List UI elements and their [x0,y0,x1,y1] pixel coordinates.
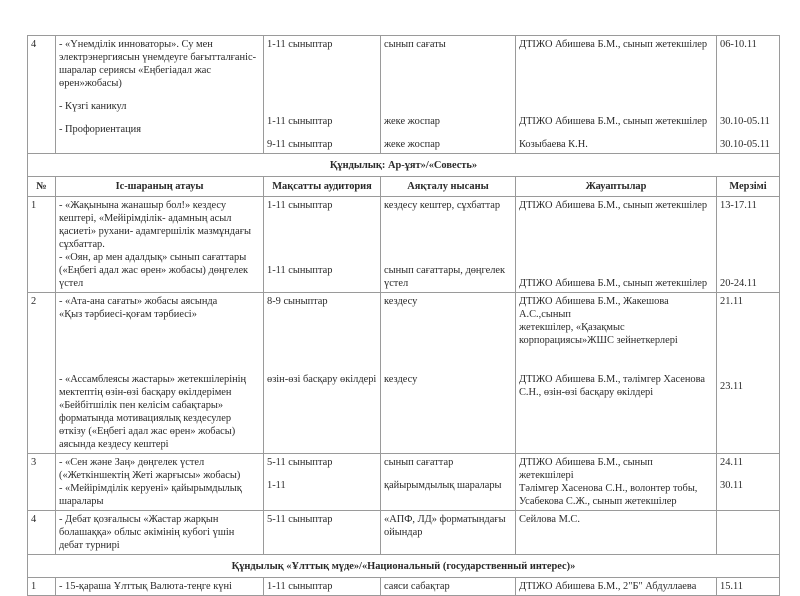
form-cell [381,511,516,555]
responsible-value: Козыбаева К.Н. [519,139,588,150]
table-row [28,197,780,293]
responsible-value: ДТІЖО Абишева Б.М., сынып жетекшілер [519,200,708,211]
date-value: 24.11 [720,457,743,468]
responsible-value: ДТІЖО Абишева Б.М., сынып [519,457,653,468]
section-row [28,555,780,578]
event-line: - «Оян, ар мен адалдық» сынып сағаттары [59,252,247,263]
form-value: сынып сағаты [384,39,446,50]
audience-value: 5-11 сыныптар [267,514,333,525]
date-cell [717,511,780,555]
responsible-value: ДТІЖО Абишева Б.М., сынып жетекшілер [519,116,708,127]
event-line: - Дебат қозғалысы «Жастар жарқын [59,514,219,525]
event-line: - Профориентация [59,124,141,135]
row-number: 3 [28,454,56,511]
header-row [28,177,780,197]
date-value: 30.11 [720,480,743,491]
audience-cell [264,511,381,555]
audience-value: 1-11 сыныптар [267,116,333,127]
header-number: № [28,177,56,197]
section-row [28,154,780,177]
form-cell [381,36,516,154]
section-title: Құндылық «Ұлттық мүде»/«Национальный (государственный интерес)» [28,555,780,578]
event-name-cell [56,511,264,555]
responsible-cell [516,293,717,454]
event-name-cell [56,197,264,293]
responsible-value: Сейлова М.С. [519,514,580,525]
header-audience: Мақсатты аудитория [264,177,381,197]
form-value: кездесу кештер, сұхбаттар [384,200,501,211]
header-responsible: Жауаптылар [516,177,717,197]
audience-cell [264,36,381,154]
audience-value: 1-11 сыныптар [267,200,333,211]
responsible-value: ДТІЖО Абишева Б.М., Жакешова А.С.,сынып [519,296,669,320]
header-form: Аяқталу нысаны [381,177,516,197]
responsible-cell [516,511,717,555]
form-value: сынып сағаттары, дөңгелек [384,265,506,276]
event-line: «Бейбітшілік пен келісім сабақтары» [59,400,224,411]
event-line: - «Жақынына жанашыр бол!» кездесу [59,200,227,211]
form-value: кездесу [384,374,418,385]
event-line: үстел [59,278,84,289]
form-value: жеке жоспар [384,139,441,150]
responsible-value: ДТІЖО Абишева Б.М., сынып жетекшілер [519,39,708,50]
responsible-value: жетекшілер, «Қазақмыс [519,322,625,333]
responsible-cell [516,36,717,154]
event-line: «Қыз тәрбиесі-қоғам тәрбиесі» [59,309,197,320]
date-value: 06-10.11 [720,39,757,50]
event-line: мектептің өзін-өзі басқару өкілдерімен [59,387,232,398]
audience-value: 1-11 сыныптар [267,265,333,276]
audience-cell [264,197,381,293]
table-row [28,511,780,555]
event-line: («Еңбегі адал жас өрен» жобасы) дөңгелек [59,265,249,276]
event-line: өрен»жобасы) [59,78,122,89]
date-value: 30.10-05.11 [720,139,770,150]
form-value: «АПФ, ЛД» форматындағы [384,514,506,525]
responsible-cell [516,197,717,293]
responsible-value: Усабекова С.Ж., сынып жетекшілер [519,496,677,507]
date-cell [717,454,780,511]
event-line: - Күзгі каникул [59,101,127,112]
event-name-cell [56,293,264,454]
event-line: кештері, «Мейірімділік- адамның асыл [59,213,232,224]
audience-value: 5-11 сыныптар [267,457,333,468]
event-name-cell [56,454,264,511]
form-value: үстел [384,278,409,289]
responsible-cell [516,454,717,511]
form-cell: саяси сабақтар [381,578,516,596]
responsible-cell: ДТІЖО Абишева Б.М., 2"Б" Абдуллаева [516,578,717,596]
row-number: 4 [28,511,56,555]
event-line: болашаққа» облыс әкімінің кубогі үшін [59,527,235,538]
event-line: форматында мотивациялық кездесулер [59,413,232,424]
form-value: кездесу [384,296,418,307]
form-value: ойындар [384,527,423,538]
responsible-value: ДТІЖО Абишева Б.М., тәлімгер Хасенова [519,374,705,385]
audience-value: 1-11 [267,480,286,491]
table-row [28,36,780,154]
date-value: 30.10-05.11 [720,116,770,127]
event-line: дебат турнирі [59,540,120,551]
row-number: 1 [28,578,56,596]
header-date: Мерзімі [717,177,780,197]
event-line: шаралары [59,496,104,507]
audience-value: 9-11 сыныптар [267,139,333,150]
audience-value: 1-11 сыныптар [267,39,333,50]
event-line: қасиеті» рухани- адамгершілік мазмұндағы [59,226,251,237]
event-line: шаралар сериясы «Еңбегіадал жас [59,65,211,76]
form-value: қайырымдылық шаралары [384,480,502,491]
event-line: өткізу («Еңбегі адал жас өрен» жобасы) [59,426,236,437]
event-line: аясында кездесу кештері [59,439,169,450]
row-number: 1 [28,197,56,293]
responsible-value: Тәлімгер Хасенова С.Н., волонтер тобы, [519,483,698,494]
form-value: жеке жоспар [384,116,441,127]
table-row [28,293,780,454]
event-line: - «Ата-ана сағаты» жобасы аясында [59,296,218,307]
event-plan-table [27,35,780,596]
responsible-value: ДТІЖО Абишева Б.М., сынып жетекшілер [519,278,708,289]
audience-value: өзін-өзі басқару өкілдері [267,374,377,385]
responsible-value: жетекшілері [519,470,574,481]
event-line: - «Сен және Заң» дөңгелек үстел [59,457,205,468]
form-cell [381,197,516,293]
header-event-name: Іс-шараның атауы [56,177,264,197]
date-value: 23.11 [720,381,743,392]
table-row [28,454,780,511]
responsible-value: С.Н., өзін-өзі басқару өкілдері [519,387,654,398]
section-title: Құндылық: Ар-ұят»/«Совесть» [28,154,780,177]
event-line: сұхбаттар. [59,239,105,250]
audience-cell [264,293,381,454]
event-line: электрэнергиясын үнемдеуге бағытталғаніс- [59,52,257,63]
date-value: 13-17.11 [720,200,757,211]
form-value: сынып сағаттар [384,457,454,468]
row-number: 4 [28,36,56,154]
event-line: - «Мейірімділік керуені» қайырымдылық [59,483,242,494]
date-value: 20-24.11 [720,278,757,289]
audience-cell: 1-11 сыныптар [264,578,381,596]
date-value: 21.11 [720,296,743,307]
table-row [28,578,780,596]
responsible-value: корпорациясы»ЖШС зейнеткерлері [519,335,678,346]
row-number: 2 [28,293,56,454]
event-line: - «Ассамблеясы жастары» жетекшілерінің [59,374,247,385]
event-name-cell [56,36,264,154]
date-cell: 15.11 [717,578,780,596]
date-cell [717,36,780,154]
event-line: - «Үнемділік инноваторы». Су мен [59,39,213,50]
audience-value: 8-9 сыныптар [267,296,328,307]
date-cell [717,197,780,293]
event-line: («Жеткіншектің Жеті жарғысы» жобасы) [59,470,241,481]
date-cell [717,293,780,454]
form-cell [381,293,516,454]
audience-cell [264,454,381,511]
form-cell [381,454,516,511]
event-name-cell: - 15-қараша Ұлттық Валюта-теңге күні [56,578,264,596]
